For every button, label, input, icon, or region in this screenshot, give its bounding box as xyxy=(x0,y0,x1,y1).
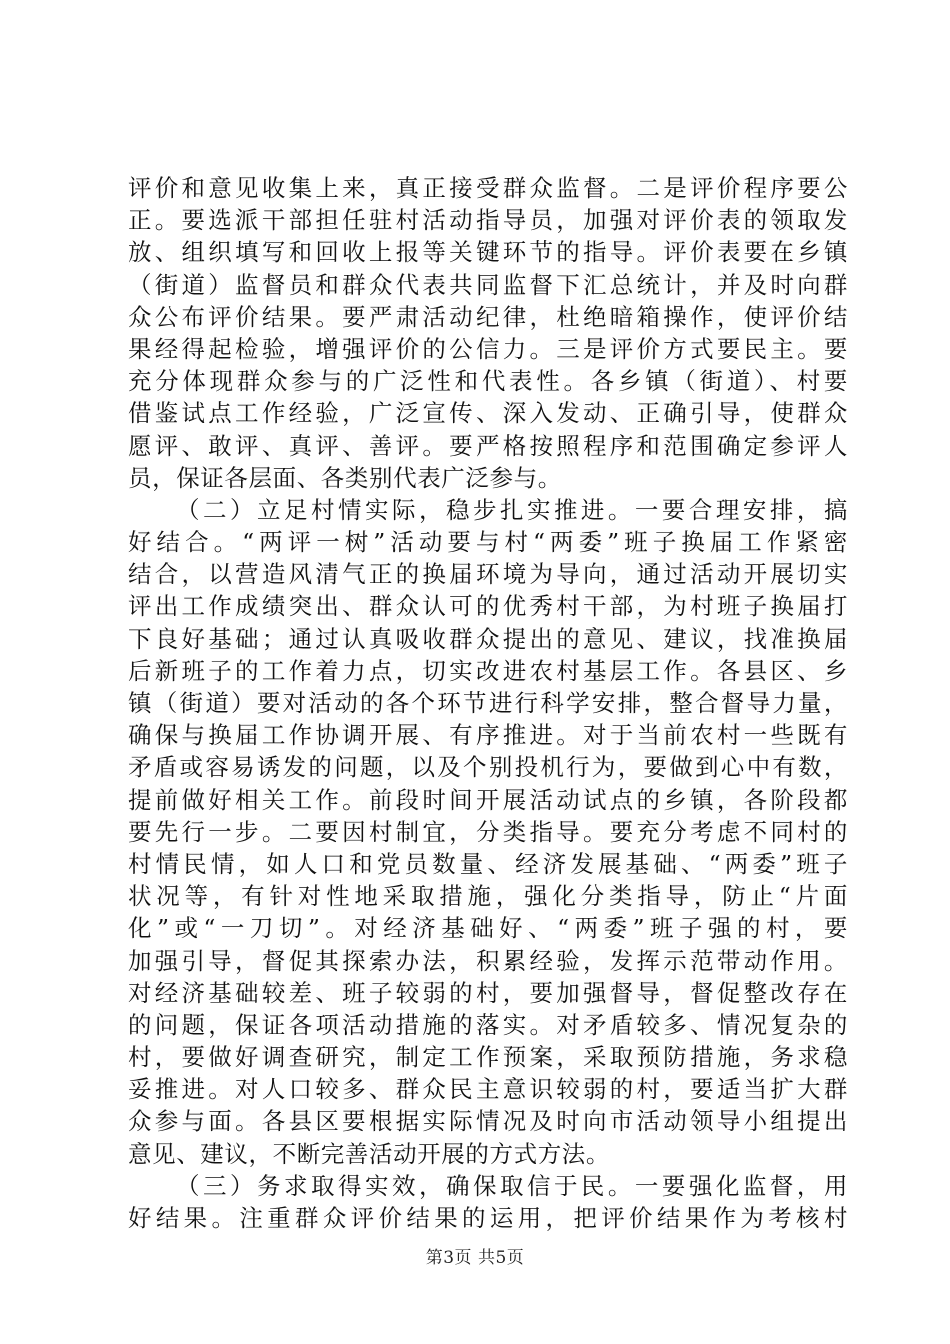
text-line: （三）务求取得实效，确保取信于民。一要强化监督，用 xyxy=(176,1171,848,1200)
text-line: 结合，以营造风清气正的换届环境为导向，通过活动开展切实 xyxy=(128,560,848,589)
text-line: 员，保证各层面、各类别代表广泛参与。 xyxy=(128,463,562,492)
text-line: 正。要选派干部担任驻村活动指导员，加强对评价表的领取发 xyxy=(128,206,848,235)
text-line: 充分体现群众参与的广泛性和代表性。各乡镇（街道）、村要 xyxy=(128,367,848,396)
text-line: 放、组织填写和回收上报等关键环节的指导。评价表要在乡镇 xyxy=(128,238,848,267)
text-line: （二）立足村情实际，稳步扎实推进。一要合理安排，搞 xyxy=(176,495,848,524)
text-line: 好结果。注重群众评价结果的运用，把评价结果作为考核村 xyxy=(128,1204,848,1232)
text-line: 后新班子的工作着力点，切实改进农村基层工作。各县区、乡 xyxy=(128,656,848,685)
text-line: 加强引导，督促其探索办法，积累经验，发挥示范带动作用。 xyxy=(128,946,848,975)
text-line: 众参与面。各县区要根据实际情况及时向市活动领导小组提出 xyxy=(128,1107,848,1136)
text-line: 矛盾或容易诱发的问题，以及个别投机行为，要做到心中有数， xyxy=(128,753,848,782)
text-line: 众公布评价结果。要严肃活动纪律，杜绝暗箱操作，使评价结 xyxy=(128,302,848,331)
text-line: 状况等，有针对性地采取措施，强化分类指导，防止“片面 xyxy=(128,882,848,911)
text-line: 好结合。“两评一树”活动要与村“两委”班子换届工作紧密 xyxy=(128,528,848,557)
text-line: 下良好基础；通过认真吸收群众提出的意见、建议，找准换届 xyxy=(128,624,848,653)
text-line: 对经济基础较差、班子较弱的村，要加强督导，督促整改存在 xyxy=(128,978,848,1007)
text-line: 愿评、敢评、真评、善评。要严格按照程序和范围确定参评人 xyxy=(128,431,848,460)
text-line: 意见、建议，不断完善活动开展的方式方法。 xyxy=(128,1139,610,1168)
text-line: 提前做好相关工作。前段时间开展活动试点的乡镇，各阶段都 xyxy=(128,785,848,814)
text-line: 镇（街道）要对活动的各个环节进行科学安排，整合督导力量， xyxy=(128,689,848,717)
text-line: 化”或“一刀切”。对经济基础好、“两委”班子强的村，要 xyxy=(128,914,848,943)
text-line: 妥推进。对人口较多、群众民主意识较弱的村，要适当扩大群 xyxy=(128,1075,848,1104)
text-line: 评出工作成绩突出、群众认可的优秀村干部，为村班子换届打 xyxy=(128,592,848,621)
body-text xyxy=(128,172,848,1234)
text-line: 借鉴试点工作经验，广泛宣传、深入发动、正确引导，使群众 xyxy=(128,399,848,428)
text-line: （街道）监督员和群众代表共同监督下汇总统计，并及时向群 xyxy=(128,270,848,299)
text-line: 确保与换届工作协调开展、有序推进。对于当前农村一些既有 xyxy=(128,721,848,750)
text-line: 的问题，保证各项活动措施的落实。对矛盾较多、情况复杂的 xyxy=(128,1010,848,1039)
text-line: 村，要做好调查研究，制定工作预案，采取预防措施，务求稳 xyxy=(128,1043,848,1072)
page-footer: 第3页 共5页 xyxy=(425,1248,525,1268)
text-line: 果经得起检验，增强评价的公信力。三是评价方式要民主。要 xyxy=(128,334,848,363)
text-line: 村情民情，如人口和党员数量、经济发展基础、“两委”班子 xyxy=(128,849,848,878)
text-line: 要先行一步。二要因村制宜，分类指导。要充分考虑不同村的 xyxy=(128,817,848,846)
text-line: 评价和意见收集上来，真正接受群众监督。二是评价程序要公 xyxy=(128,174,848,202)
